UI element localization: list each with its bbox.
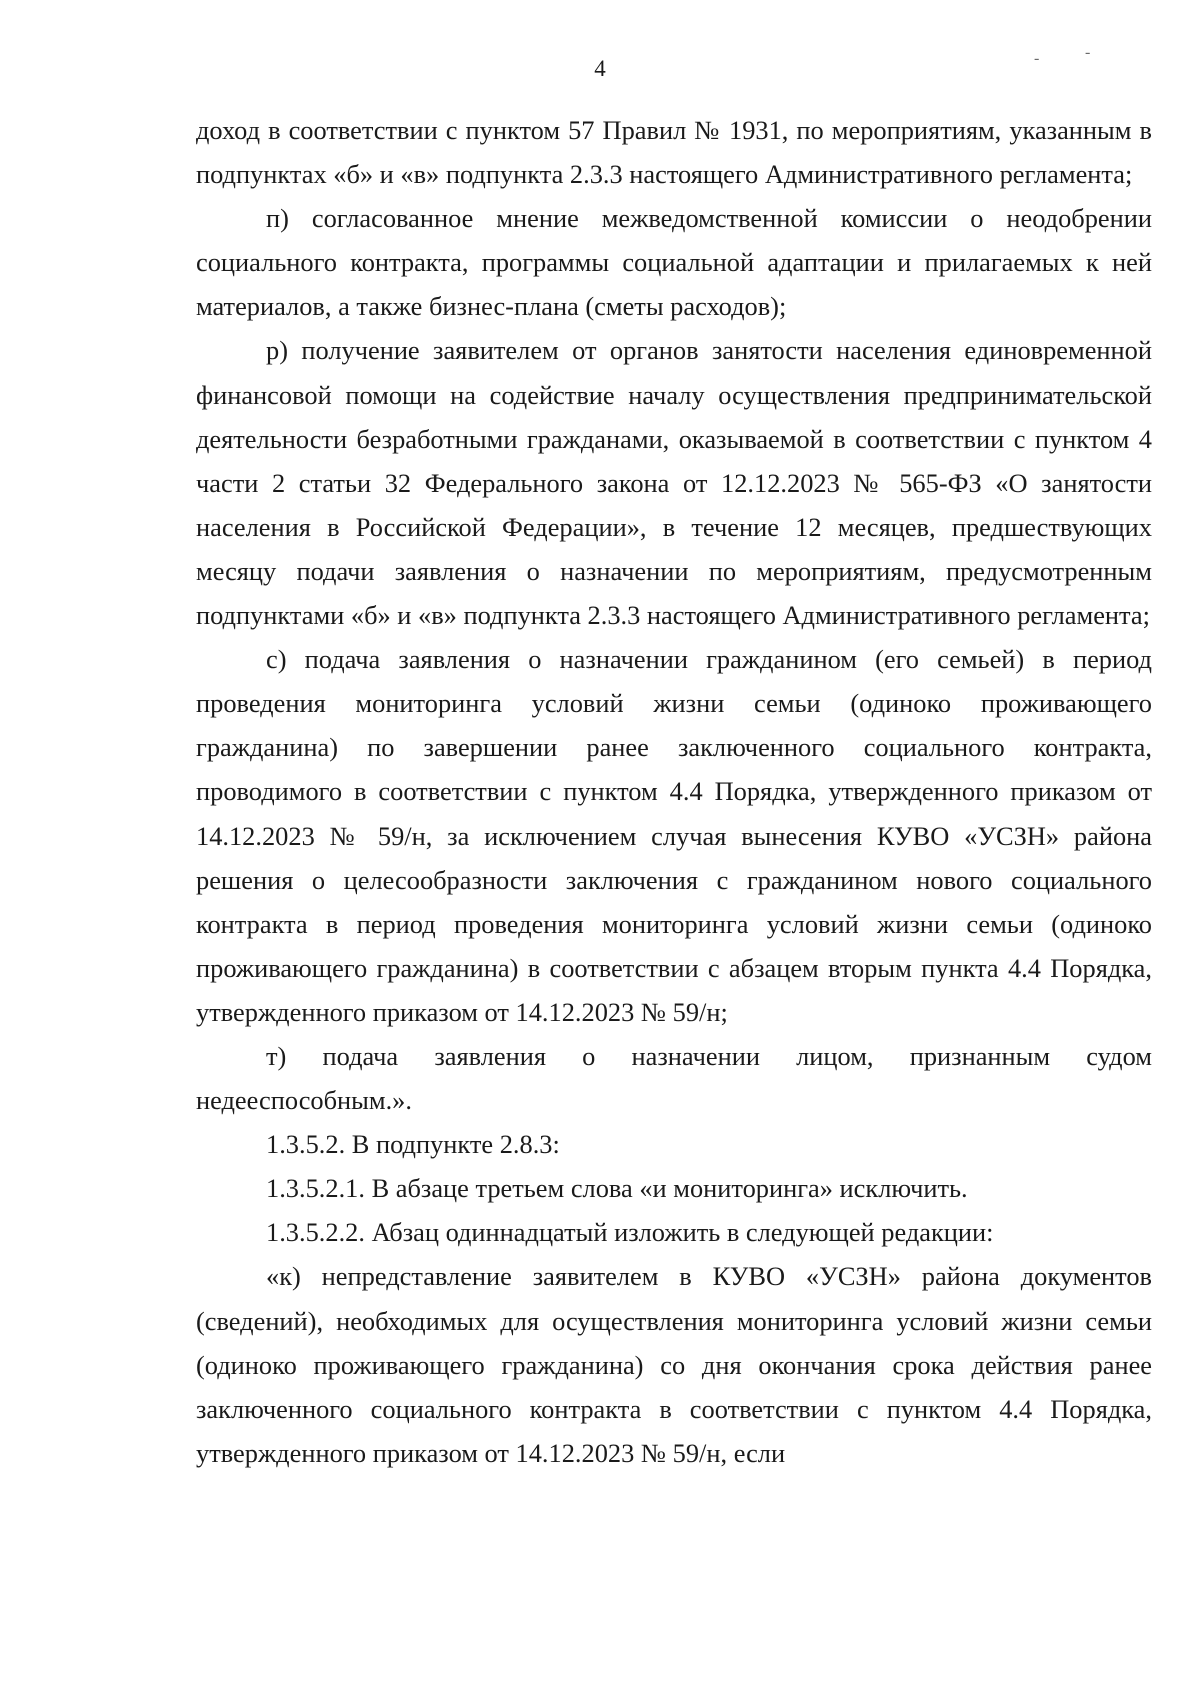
paragraph-item-s: с) подача заявления о назначении гражданином (его семьей) в период проведения мониторинга условий жизни семьи (одиноко проживающего гражданина) по завершении ранее заключенного социального контракта, проводимого в соответствии с пунктом 4.4 Порядка, утвержденного приказом от 14.12.2023 № 59/н, за исключением случая вынесения КУВО «УСЗН» района решения о целесообразности заключения с гражданином нового социального контракта в период проведения мониторинга условий жизни семьи (одиноко проживающего гражданина) в соответствии с абзацем вторым пункта 4.4 Порядка, утвержденного приказом от 14.12.2023 № 59/н; — [196, 644, 1152, 1027]
scan-mark: - — [1085, 44, 1091, 61]
paragraph-item-k: «к) непредставление заявителем в КУВО «УСЗН» района документов (сведений), необходимых для осуществления мониторинга условий жизни семьи (одиноко проживающего гражданина) со дня окончания срока действия ранее заключенного социального контракта в соответствии с пунктом 4.4 Порядка, утвержденного приказом от 14.12.2023 № 59/н, если — [196, 1261, 1152, 1468]
paragraph-clause-1-3-5-2: 1.3.5.2. В подпункте 2.8.3: — [266, 1129, 560, 1160]
paragraph-clause-1-3-5-2-2: 1.3.5.2.2. Абзац одиннадцатый изложить в следующей редакции: — [266, 1217, 994, 1248]
paragraph-item-r: р) получение заявителем от органов занятости населения единовременной финансовой помощи на содействие началу осуществления предпринимательской деятельности безработными гражданами, оказываемой в соответствии с пунктом 4 части 2 статьи 32 Федерального закона от 12.12.2023 № 565-ФЗ «О занятости населения в Российской Федерации», в течение 12 месяцев, предшествующих месяцу подачи заявления о назначении по мероприятиям, предусмотренным подпунктами «б» и «в» подпункта 2.3.3 настоящего Административного регламента; — [196, 335, 1152, 631]
scan-mark: - — [1034, 50, 1040, 67]
paragraph-continuation: доход в соответствии с пунктом 57 Правил № 1931, по мероприятиям, указанным в подпунктах «б» и «в» подпункта 2.3.3 настоящего Административного регламента; — [196, 115, 1152, 190]
paragraph-item-p: п) согласованное мнение межведомственной комиссии о неодобрении социального контракта, программы социальной адаптации и прилагаемых к ней материалов, а также бизнес-плана (сметы расходов); — [196, 203, 1152, 322]
page-number: 4 — [594, 56, 606, 81]
paragraph-item-t: т) подача заявления о назначении лицом, признанным судом недееспособным.». — [196, 1040, 1152, 1116]
document-body — [196, 108, 1152, 1475]
paragraph-clause-1-3-5-2-1: 1.3.5.2.1. В абзаце третьем слова «и мониторинга» исключить. — [266, 1173, 968, 1204]
